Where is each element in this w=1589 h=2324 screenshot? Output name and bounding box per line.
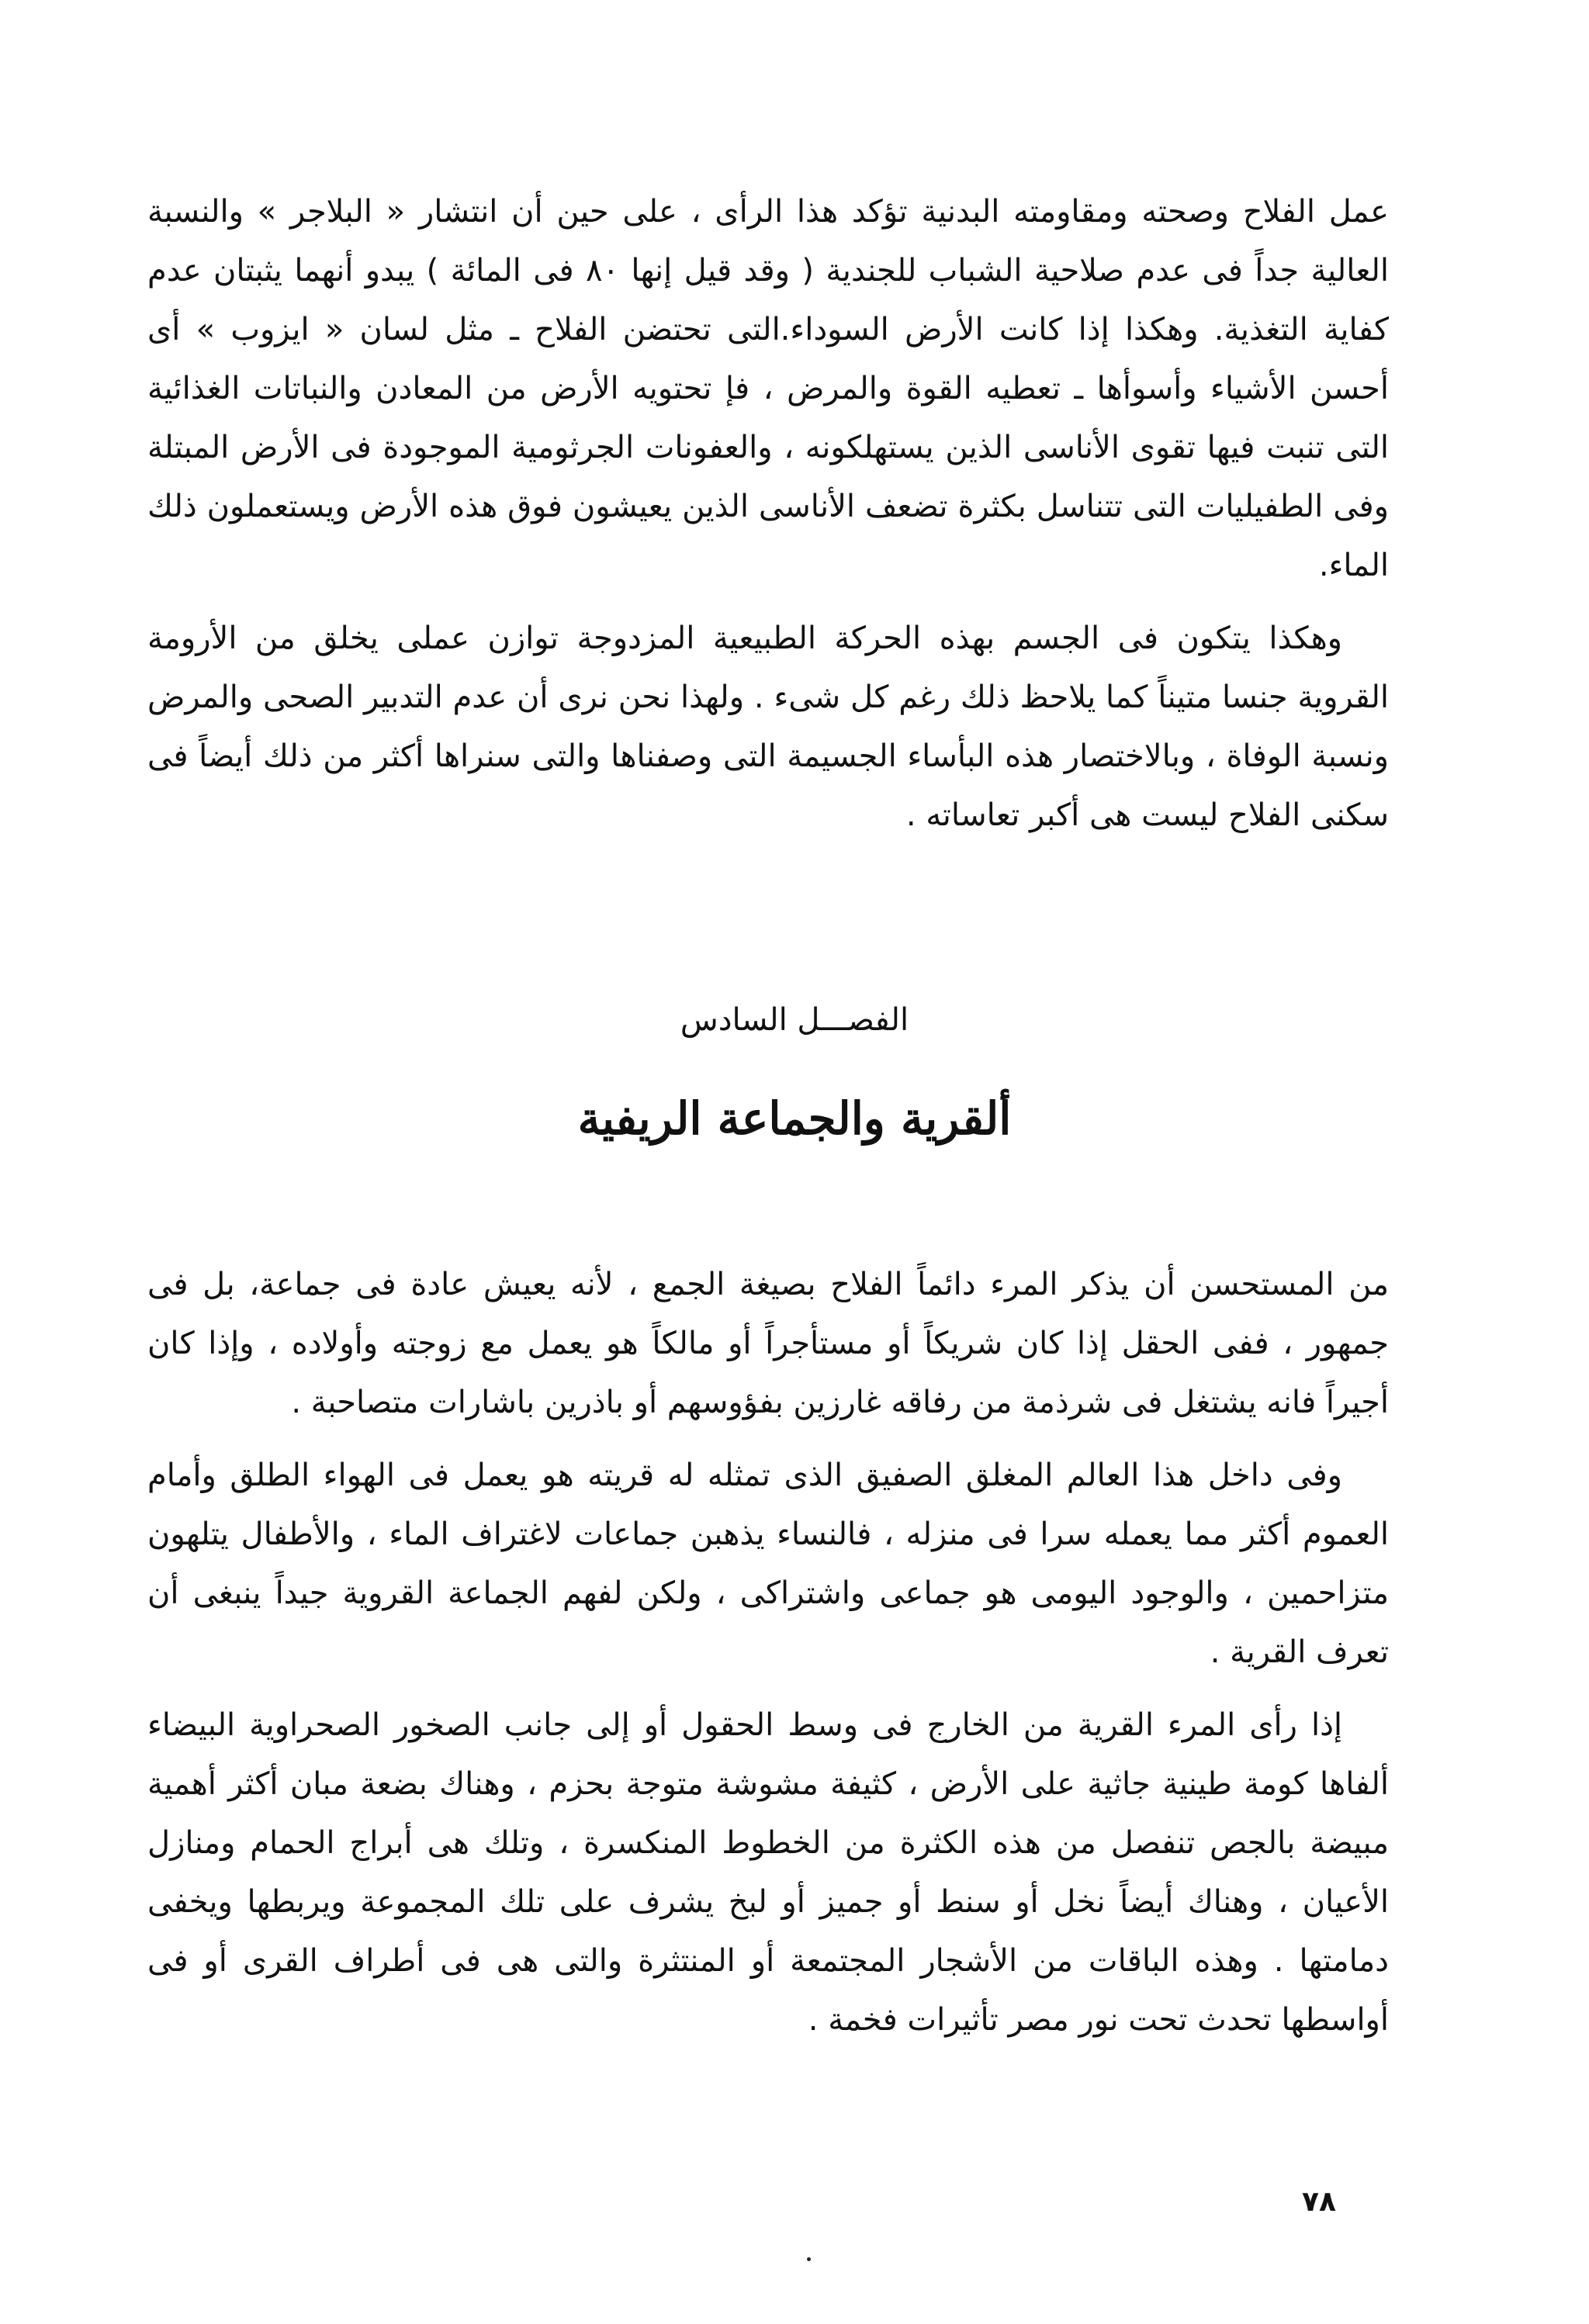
section-2-text bbox=[147, 1255, 1389, 2049]
chapter-label: الفصـــل السادس bbox=[680, 1002, 909, 1038]
paragraph: وهكذا يتكون فى الجسم بهذه الحركة الطبيعية المزدوجة توازن عملى يخلق من الأرومة القروية جنسا متيناً كما يلاحظ ذلك رغم كل شىء . ولهذا نحن نرى أن عدم التدبير الصحى والمرض ونسبة الوفاة ، وبالاختصار هذه البأساء الجسيمة التى وصفناها والتى سنراها أكثر من ذلك أيضاً فى سكنى الفلاح ليست هى أكبر تعاساته . bbox=[147, 621, 1389, 833]
paragraph: وفى داخل هذا العالم المغلق الصفيق الذى تمثله له قريته هو يعمل فى الهواء الطلق وأمام العموم أكثر مما يعمله سرا فى منزله ، فالنساء يذهبن جماعات لاغتراف الماء ، والأطفال يتلهون متزاحمين ، والوجود اليومى هو جماعى واشتراكى ، ولكن لفهم الجماعة القروية جيداً ينبغى أن تعرف القرية . bbox=[147, 1458, 1389, 1670]
scan-speck bbox=[807, 2257, 811, 2261]
paragraph: عمل الفلاح وصحته ومقاومته البدنية تؤكد هذا الرأى ، على حين أن انتشار « البلاجر » والنسبة العالية جداً فى عدم صلاحية الشباب للجندية ( وقد قيل إنها ٨٠ فى المائة ) يبدو أنهما يثبتان عدم كفاية التغذية. وهكذا إذا كانت الأرض السوداء.التى تحتضن الفلاح ـ مثل لسان « ايزوب » أى أحسن الأشياء وأسوأها ـ تعطيه القوة والمرض ، فإ تحتويه الأرض من المعادن والنباتات الغذائية التى تنبت فيها تقوى الأناسى الذين يستهلكونه ، والعفونات الجرثومية الموجودة فى الأرض المبتلة وفى الطفيليات التى تتناسل بكثرة تضعف الأناسى الذين يعيشون فوق هذه الأرض ويستعملون ذلك الماء. bbox=[147, 194, 1389, 583]
chapter-title: ألقرية والجماعة الريفية bbox=[577, 1092, 1012, 1145]
paragraph: إذا رأى المرء القرية من الخارج فى وسط الحقول أو إلى جانب الصخور الصحراوية البيضاء ألفاها كومة طينية جاثية على الأرض ، كثيفة مشوشة متوجة بحزم ، وهناك بضعة مبان أكثر أهمية مبيضة بالجص تنفصل من هذه الكثرة من الخطوط المنكسرة ، وتلك هى أبراج الحمام ومنازل الأعيان ، وهناك أيضاً نخل أو سنط أو جميز أو لبخ يشرف على تلك المجموعة ويربطها ويخفى دمامتها . وهذه الباقات من الأشجار المجتمعة أو المنتثرة والتى هى فى أطراف القرى أو فى أواسطها تحدث تحت نور مصر تأثيرات فخمة . bbox=[147, 1707, 1389, 2038]
paragraph: من المستحسن أن يذكر المرء دائماً الفلاح بصيغة الجمع ، لأنه يعيش عادة فى جماعة، بل فى جمهور ، ففى الحقل إذا كان شريكاً أو مستأجراً أو مالكاً هو يعمل مع زوجته وأولاده ، وإذا كان أجيراً فانه يشتغل فى شرذمة من رفاقه غارزين بفؤوسهم أو باذرين باشارات متصاحبة . bbox=[147, 1267, 1389, 1420]
section-1-text bbox=[147, 182, 1389, 845]
page-number: ٧٨ bbox=[1302, 2186, 1336, 2218]
